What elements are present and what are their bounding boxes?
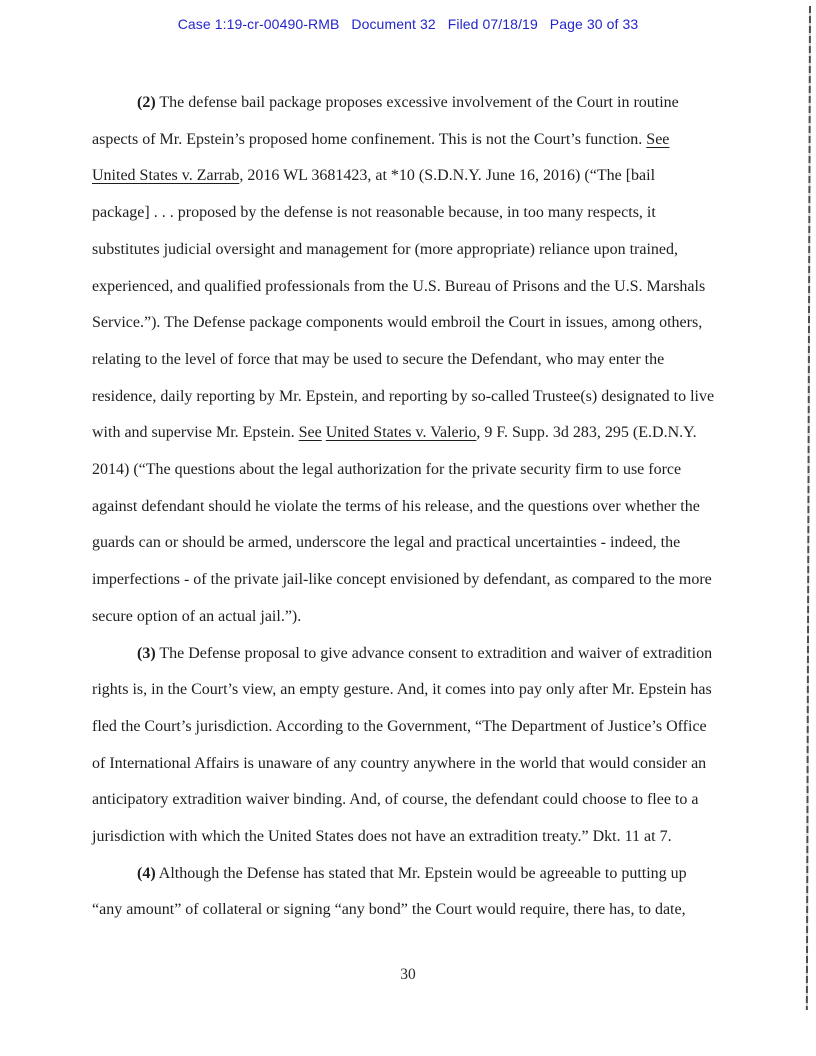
text-segment: Although the Defense has stated that Mr. Epstein would be agreeable to putting up: [155, 864, 687, 882]
paragraph-number: (4): [137, 864, 156, 882]
text-segment: Service.”). The Defense package components would embroil the Court in issues, among others,: [92, 314, 703, 332]
text-segment: substitutes judicial oversight and management for (more appropriate) reliance upon trained,: [92, 240, 679, 258]
text-segment: residence, daily reporting by Mr. Epstein, and reporting by so-called Trustee(s) designated to live: [92, 387, 715, 405]
text-segment: of International Affairs is unaware of any country anywhere in the world that would consider an: [92, 754, 707, 772]
text-segment: imperfections - of the private jail-like concept envisioned by defendant, as compared to the more: [92, 571, 712, 589]
document-line: [92, 158, 740, 195]
case-citation: United States v. Valerio: [325, 424, 477, 442]
text-segment: guards can or should be armed, underscore the legal and practical uncertainties - indeed, the: [92, 534, 681, 552]
document-line: [92, 122, 740, 159]
text-segment: aspects of Mr. Epstein’s proposed home confinement. This is not the Court’s function.: [92, 130, 647, 148]
document-line: [92, 636, 740, 673]
text-segment: 2014) (“The questions about the legal authorization for the private security firm to use force: [92, 461, 682, 479]
document-line: [92, 892, 740, 929]
document-line: [92, 525, 740, 562]
document-line: [92, 819, 740, 856]
case-citation: United States v. Zarrab: [92, 167, 240, 185]
text-segment: The defense bail package proposes excessive involvement of the Court in routine: [155, 94, 679, 111]
document-line: [92, 709, 740, 746]
document-line: [92, 782, 740, 819]
document-line: [92, 232, 740, 269]
text-segment: The Defense proposal to give advance consent to extradition and waiver of extradition: [155, 644, 713, 662]
document-line: [92, 85, 740, 122]
text-segment: relating to the level of force that may be used to secure the Defendant, who may enter the: [92, 350, 665, 368]
text-segment: , 2016 WL 3681423, at *10 (S.D.N.Y. June 16, 2016) (“The [bail: [239, 167, 656, 185]
scan-artifact-line: [806, 6, 811, 1010]
page-number: 30: [400, 966, 416, 983]
case-citation: See: [646, 130, 670, 148]
document-line: [92, 452, 740, 489]
document-line: [92, 305, 740, 342]
document-line: [92, 672, 740, 709]
text-segment: rights is, in the Court’s view, an empty gesture. And, it comes into pay only after Mr. Epstein has: [92, 681, 712, 699]
text-segment: package] . . . proposed by the defense is not reasonable because, in too many respects, it: [92, 204, 656, 222]
paragraph-number: (2): [137, 94, 156, 111]
document-line: [92, 599, 740, 636]
document-body: [92, 85, 740, 929]
document-line: [92, 379, 740, 416]
document-line: [92, 269, 740, 306]
case-header-stamp: Case 1:19-cr-00490-RMB Document 32 Filed 07/18/19 Page 30 of 33: [177, 16, 639, 32]
document-line: [92, 415, 740, 452]
text-segment: , 9 F. Supp. 3d 283, 295 (E.D.N.Y.: [476, 424, 697, 442]
document-line: [92, 489, 740, 526]
document-line: [92, 562, 740, 599]
document-line: [92, 342, 740, 379]
text-segment: against defendant should he violate the terms of his release, and the questions over whether the: [92, 497, 700, 515]
text-segment: anticipatory extradition waiver binding. And, of course, the defendant could choose to flee to a: [92, 791, 699, 809]
paragraph-number: (3): [137, 644, 156, 662]
text-segment: secure option of an actual jail.”).: [92, 607, 302, 625]
text-segment: with and supervise Mr. Epstein.: [92, 424, 299, 442]
document-line: [92, 856, 740, 893]
text-segment: “any amount” of collateral or signing “any bond” the Court would require, there has, to date,: [92, 901, 686, 919]
document-line: [92, 746, 740, 783]
document-line: [92, 195, 740, 232]
text-segment: experienced, and qualified professionals from the U.S. Bureau of Prisons and the U.S. Marshals: [92, 277, 706, 295]
text-segment: fled the Court’s jurisdiction. According to the Government, “The Department of Justice’s Office: [92, 717, 707, 735]
text-segment: jurisdiction with which the United States does not have an extradition treaty.” Dkt. 11 at 7.: [92, 828, 672, 846]
case-citation: See: [298, 424, 322, 442]
